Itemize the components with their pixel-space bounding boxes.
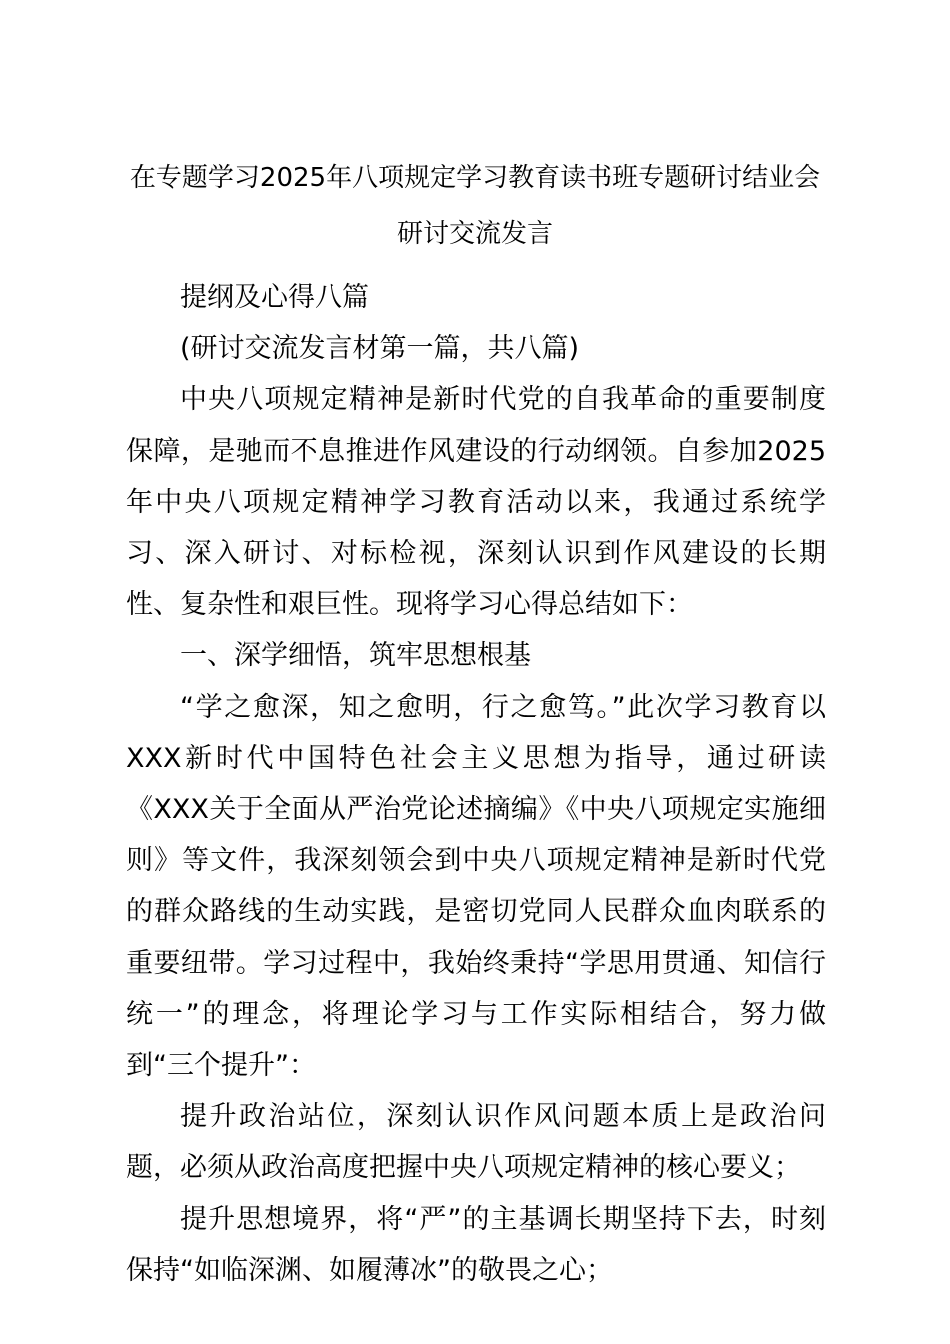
point-paragraph-1: 提升政治站位，深刻认识作风问题本质上是政治问题，必须从政治高度把握中央八项规定精神的核心要义； — [126, 1101, 826, 1184]
document-body — [126, 272, 826, 1296]
document-title: 在专题学习2025年八项规定学习教育读书班专题研讨结业会研讨交流发言 — [129, 163, 821, 249]
intro-paragraph: 中央八项规定精神是新时代党的自我革命的重要制度保障，是驰而不息推进作风建设的行动纲领。自参加2025年中央八项规定精神学习教育活动以来，我通过系统学习、深入研讨、对标检视，深刻认识到作风建设的长期性、复杂性和艰巨性。现将学习心得总结如下： — [126, 384, 826, 621]
section-paragraph: “学之愈深，知之愈明，行之愈笃。”此次学习教育以XXX新时代中国特色社会主义思想为指导，通过研读《XXX关于全面从严治党论述摘编》《中央八项规定实施细则》等文件，我深刻领会到中央八项规定精神是新时代党的群众路线的生动实践，是密切党同人民群众血肉联系的重要纽带。学习过程中，我始终秉持“学思用贯通、知信行统一”的理念，将理论学习与工作实际相结合，努力做到“三个提升”： — [126, 691, 826, 1082]
point-paragraph-2: 提升思想境界，将“严”的主基调长期坚持下去，时刻保持“如临深渊、如履薄冰”的敬畏之心； — [126, 1203, 826, 1286]
section-heading: 一、深学细悟，筑牢思想根基 — [180, 640, 531, 672]
document-subtitle: 提纲及心得八篇 — [180, 282, 369, 313]
series-note: (研讨交流发言材第一篇，共八篇) — [180, 333, 580, 365]
